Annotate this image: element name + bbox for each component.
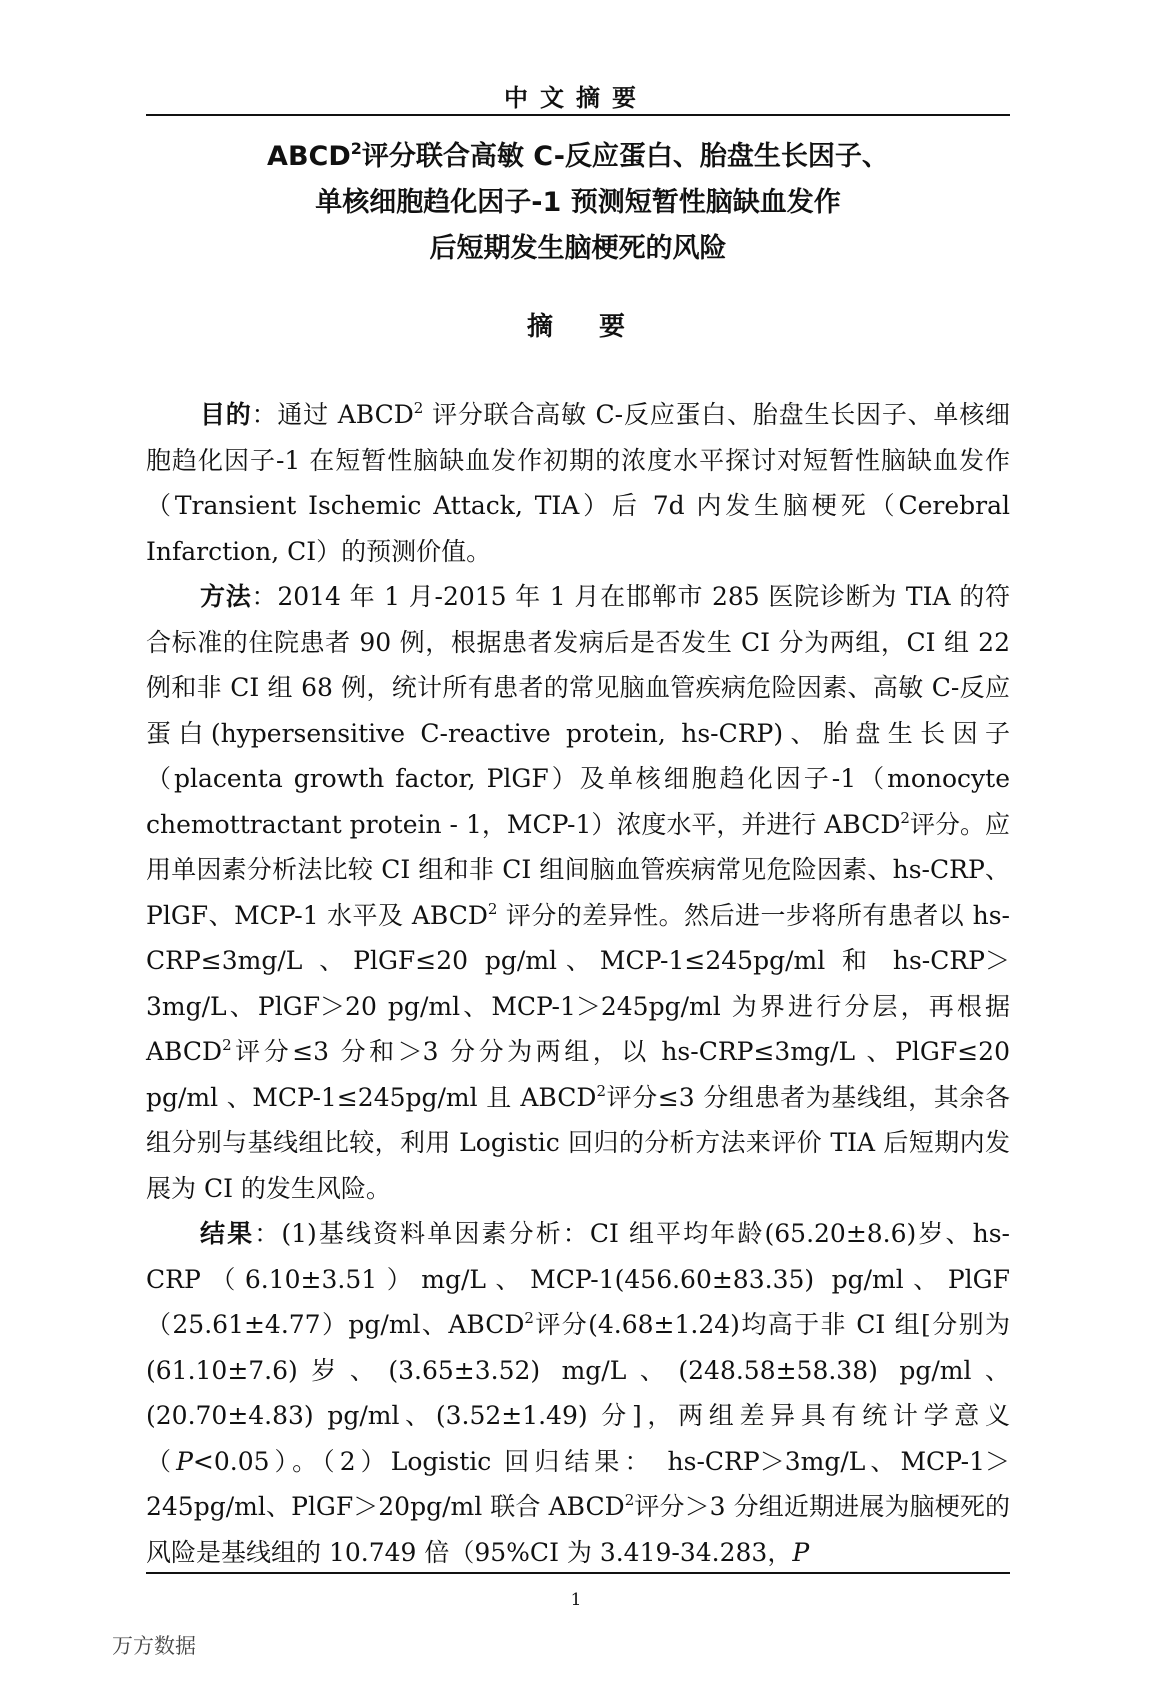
title-line-1-suffix: 评分联合高敏 C-反应蛋白、胎盘生长因子、 (361, 141, 889, 172)
running-head: 中文摘要 (504, 83, 648, 112)
results-paragraph (146, 1211, 1010, 1575)
results-superscript-2: 2 (624, 1491, 635, 1509)
objective-paragraph (146, 392, 1010, 574)
results-text-3: <0.05）。（2）Logistic 回归结果： hs-CRP＞3mg/L、MCP-1＞245pg/ml、PlGF＞20pg/ml 联合 ABCD (146, 1446, 1010, 1521)
results-p-symbol-2: P (792, 1537, 810, 1567)
methods-label: 方法 (200, 582, 252, 611)
methods-superscript-2: 2 (487, 899, 498, 918)
objective-label: 目的 (200, 400, 252, 429)
results-text-2: 评分(4.68±1.24)均高于非 CI 组[分别为(61.10±7.6)岁、(3.65±3.52) mg/L、(248.58±58.38) pg/ml、(20.70±4.83) pg/ml、(3.52±1.49) 分]，两组差异具有统计学意义（ (146, 1310, 1011, 1476)
methods-text-3: 评分的差异性。然后进一步将所有患者以 hs-CRP≤3mg/L 、PlGF≤20 pg/ml、MCP-1≤245pg/ml 和 hs-CRP＞3mg/L、PlGF＞20 pg/ml、MCP-1＞245pg/ml 为界进行分层，再根据 ABCD (146, 900, 1011, 1066)
results-text-4: 评分＞3 分组近期进展为脑梗死的风险是基线组的 10.749 倍（95%CI 为 3.419-34.283， (146, 1492, 1010, 1567)
methods-superscript-4: 2 (596, 1081, 606, 1100)
results-p-symbol: P (176, 1446, 193, 1476)
title-line-3: 后短期发生脑梗死的风险 (429, 233, 727, 264)
results-superscript-1: 2 (524, 1309, 534, 1327)
methods-paragraph (146, 574, 1010, 1211)
title-line-1-prefix: ABCD (267, 141, 351, 172)
methods-text-2: 评分。应用单因素分析法比较 CI 组和非 CI 组间脑血管疾病常见危险因素、hs-CRP、PlGF、MCP-1 水平及 ABCD (146, 809, 1010, 930)
header-rule (146, 114, 1010, 116)
page-number: 1 (570, 1590, 582, 1610)
title-superscript: 2 (350, 139, 362, 158)
watermark: 万方数据 (112, 1634, 196, 1658)
results-label: 结果 (200, 1219, 255, 1248)
title-line-2: 单核细胞趋化因子-1 预测短暂性脑缺血发作 (315, 187, 841, 218)
abstract-body (146, 392, 1010, 1575)
objective-text-2: 评分联合高敏 C-反应蛋白、胎盘生长因子、单核细胞趋化因子-1 在短暂性脑缺血发作初期的浓度水平探讨对短暂性脑缺血发作（Transient Ischemic Attack, TIA）后 7d 内发生脑梗死（Cerebral Infarction, CI）的预测价值。 (146, 400, 1010, 566)
abstract-heading: 摘要 (526, 312, 671, 342)
methods-superscript-1: 2 (900, 808, 910, 827)
results-text-1: ：(1)基线资料单因素分析：CI 组平均年龄(65.20±8.6)岁、hs-CRP（6.10±3.51）mg/L、MCP-1(456.60±83.35) pg/ml、PlGF（25.61±4.77）pg/ml、ABCD (146, 1219, 1010, 1339)
paper-title (146, 134, 1010, 272)
methods-text-5: 评分≤3 分组患者为基线组，其余各组分别与基线组比较，利用 Logistic 回归的分析方法来评价 TIA 后短期内发展为 CI 的发生风险。 (146, 1082, 1010, 1203)
objective-text-1: ：通过 ABCD (251, 400, 414, 429)
title-line-1 (146, 134, 1010, 180)
methods-text-1: ：2014 年 1 月-2015 年 1 月在邯郸市 285 医院诊断为 TIA 的符合标准的住院患者 90 例，根据患者发病后是否发生 CI 分为两组，CI 组 22 例和非 CI 组 68 例，统计所有患者的常见脑血管疾病危险因素、高敏 C-反应蛋白(hypersensitive C-reactive protein, hs-CRP)、胎盘生长因子（placenta growth factor, PlGF）及单核细胞趋化因子-1（monocyte chemottractant protein - 1，MCP-1）浓度水平，并进行 ABCD (146, 582, 1010, 839)
methods-text-4: 评分≤3 分和＞3 分分为两组，以 hs-CRP≤3mg/L 、PlGF≤20 pg/ml 、MCP-1≤245pg/ml 且 ABCD (146, 1037, 1010, 1112)
footer-rule (146, 1572, 1010, 1574)
methods-superscript-3: 2 (222, 1036, 232, 1054)
objective-superscript: 2 (413, 399, 424, 417)
